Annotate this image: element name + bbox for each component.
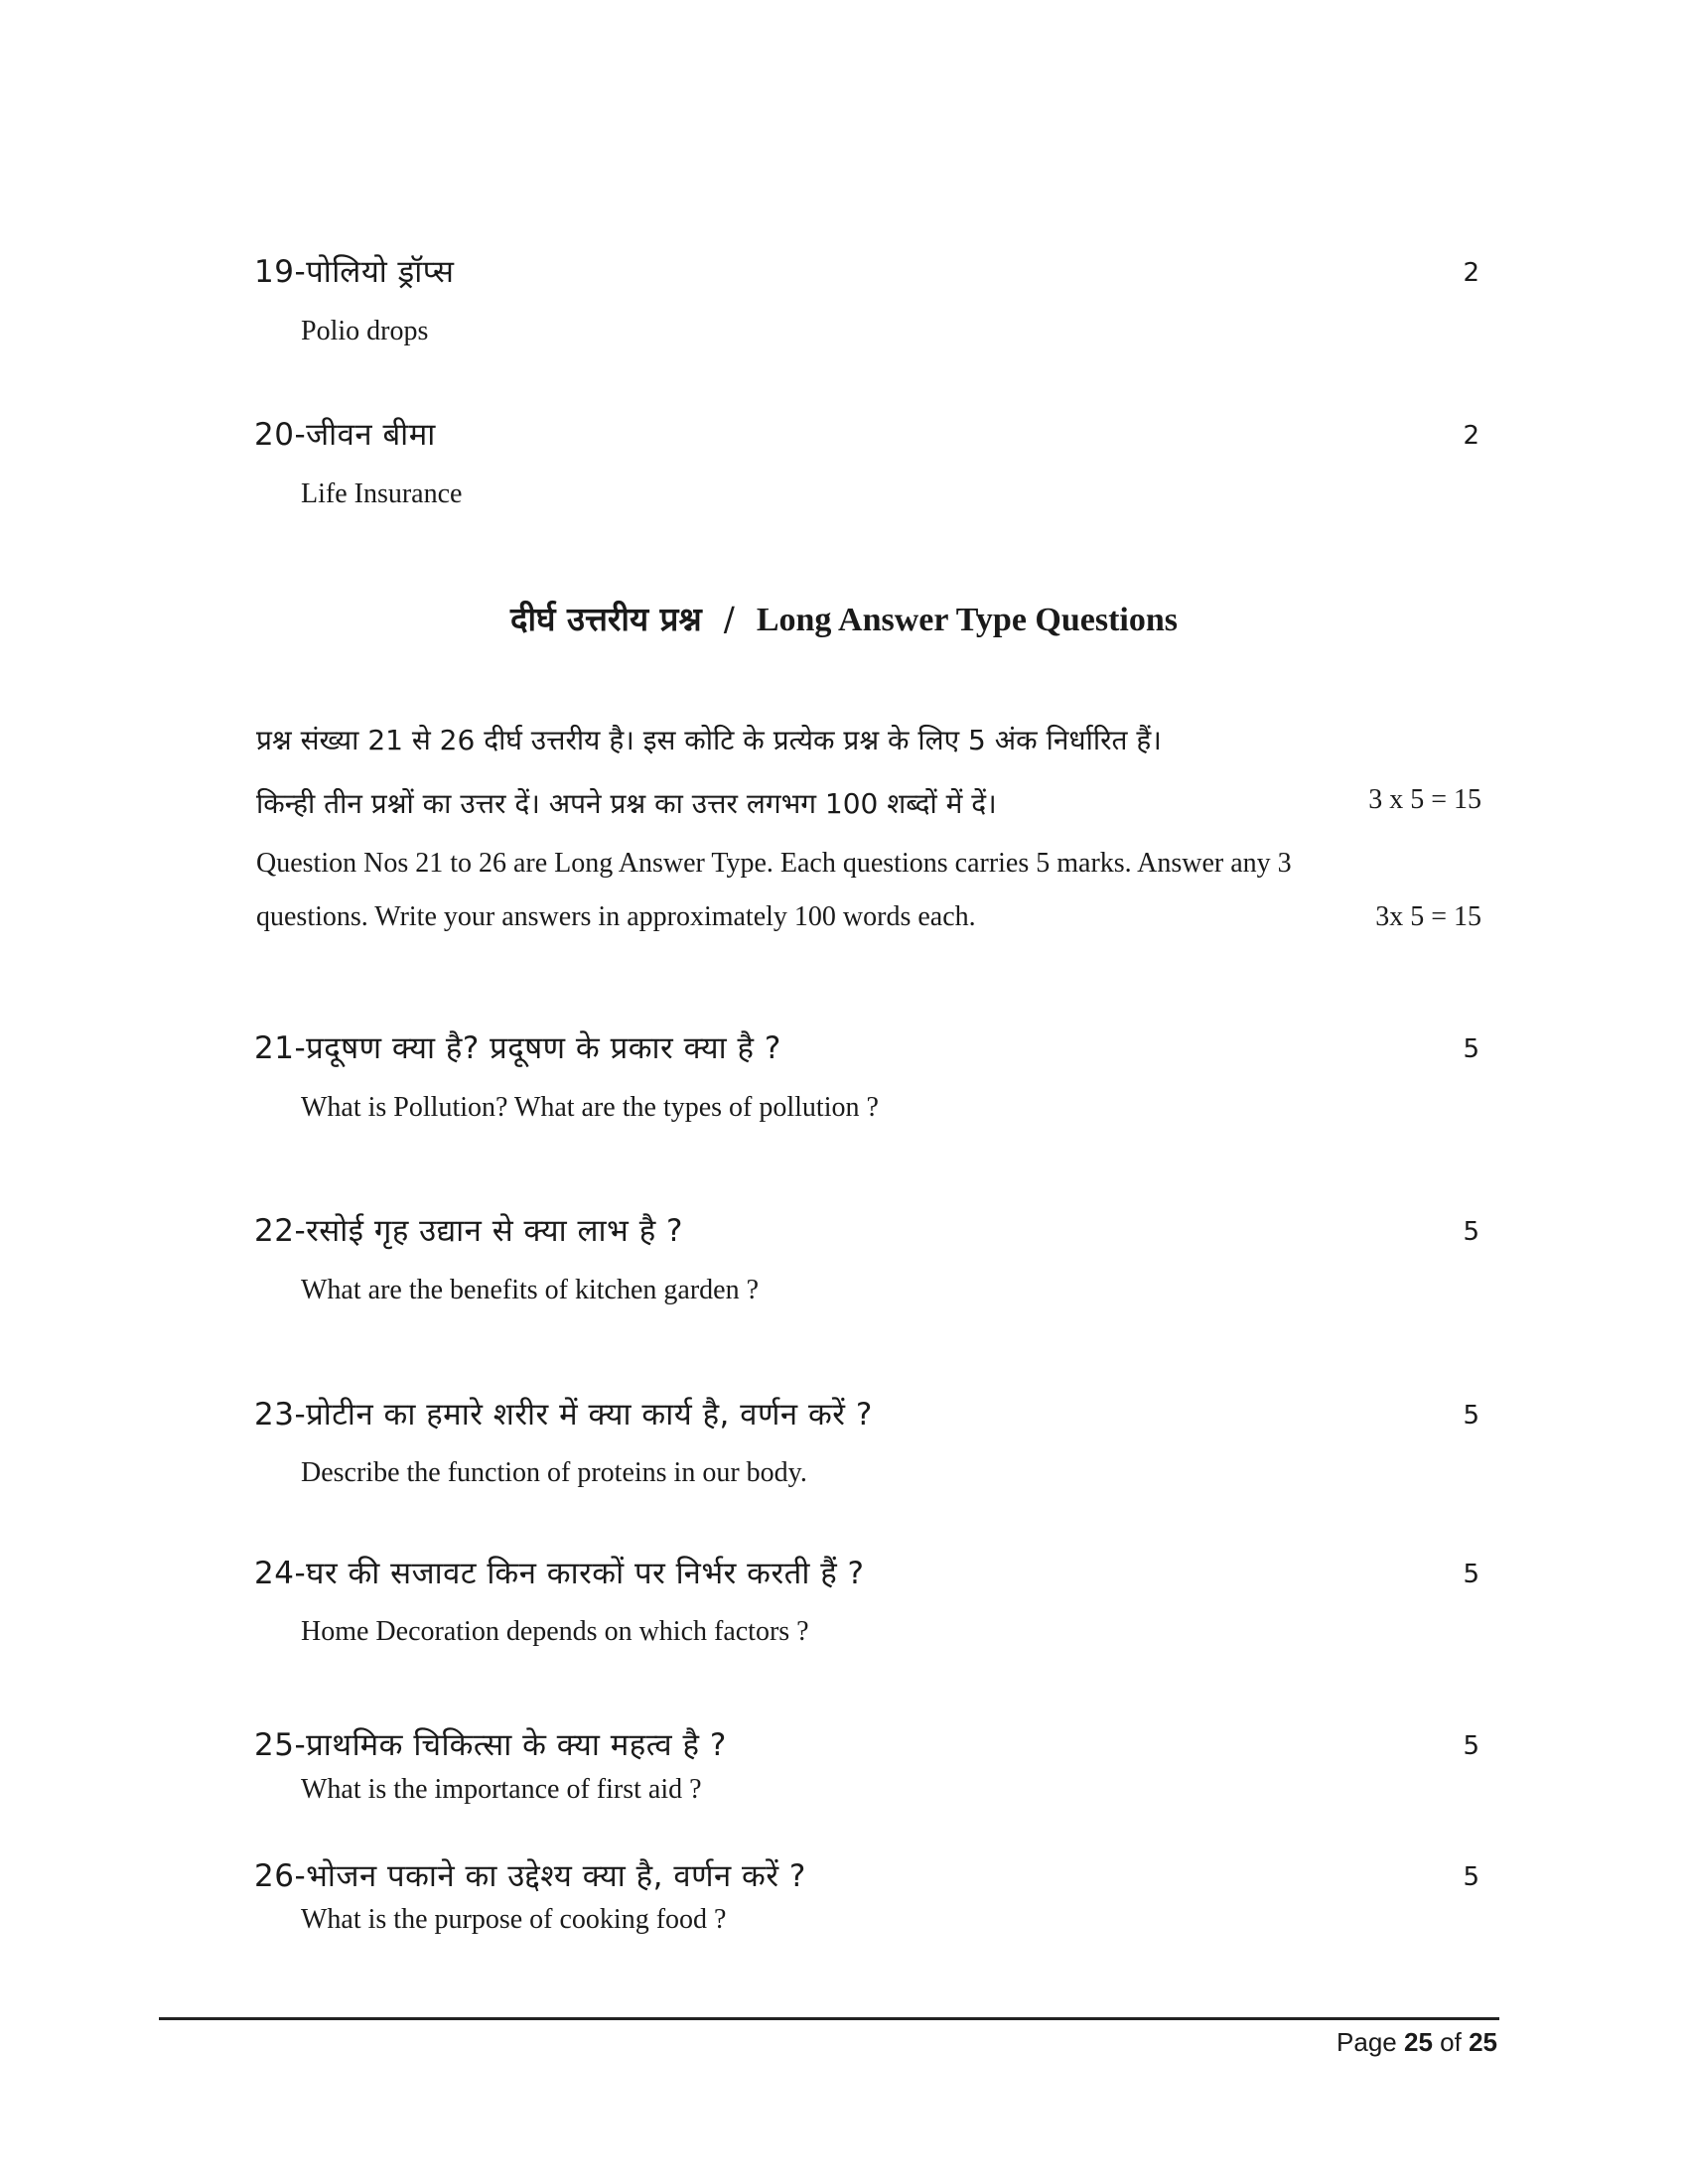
question-23-hindi: 23-प्रोटीन का हमारे शरीर में क्या कार्य है, वर्णन करें ? bbox=[254, 1397, 873, 1433]
question-19-hindi: 19-पोलियो ड्रॉप्स bbox=[254, 254, 455, 290]
question-24-marks: 5 bbox=[1463, 1560, 1479, 1589]
section-heading-separator: / bbox=[723, 600, 735, 638]
question-20-hindi: 20-जीवन बीमा bbox=[254, 417, 436, 453]
question-26-marks: 5 bbox=[1463, 1862, 1479, 1892]
instructions-english-line1: Question Nos 21 to 26 are Long Answer Type. Each questions carries 5 marks. Answer any 3 bbox=[256, 848, 1292, 879]
question-20-marks: 2 bbox=[1463, 421, 1479, 451]
page-number bbox=[1336, 2027, 1497, 2058]
question-24-hindi: 24-घर की सजावट किन कारकों पर निर्भर करती हैं ? bbox=[254, 1556, 865, 1591]
question-22-english: What are the benefits of kitchen garden ? bbox=[301, 1275, 760, 1305]
page-number-total: 25 bbox=[1469, 2027, 1497, 2057]
question-23-english: Describe the function of proteins in our body. bbox=[301, 1457, 807, 1488]
question-21-hindi: 21-प्रदूषण क्या है? प्रदूषण के प्रकार क्या है ? bbox=[254, 1030, 781, 1066]
instructions-hindi-line1: प्रश्न संख्या 21 से 26 दीर्घ उत्तरीय है। इस कोटि के प्रत्येक प्रश्न के लिए 5 अंक निर्धारित हैं। bbox=[256, 724, 1162, 756]
page-number-of: of bbox=[1440, 2027, 1462, 2057]
instructions-english-line2-row bbox=[256, 901, 1481, 933]
question-25-english: What is the importance of first aid ? bbox=[301, 1774, 702, 1805]
page-number-prefix: Page bbox=[1336, 2027, 1397, 2057]
question-25-hindi: 25-प्राथमिक चिकित्सा के क्या महत्व है ? bbox=[254, 1727, 727, 1763]
footer-rule bbox=[159, 2017, 1499, 2020]
page-number-current: 25 bbox=[1404, 2027, 1433, 2057]
question-21-english: What is Pollution? What are the types of pollution ? bbox=[301, 1092, 879, 1123]
instructions-hindi-line2-row bbox=[256, 784, 1481, 822]
question-26-english: What is the purpose of cooking food ? bbox=[301, 1904, 727, 1935]
instructions-hindi-line2: किन्ही तीन प्रश्नों का उत्तर दें। अपने प्रश्न का उत्तर लगभग 100 शब्दों में दें। bbox=[256, 787, 997, 820]
question-26-hindi: 26-भोजन पकाने का उद्देश्य क्या है, वर्णन करें ? bbox=[254, 1858, 806, 1894]
instructions-hindi-marks: 3 x 5 = 15 bbox=[1368, 784, 1481, 815]
question-19-marks: 2 bbox=[1463, 258, 1479, 288]
question-24-english: Home Decoration depends on which factors ? bbox=[301, 1616, 809, 1647]
question-19-english: Polio drops bbox=[301, 316, 429, 346]
instructions-english-line2: questions. Write your answers in approximately 100 words each. bbox=[256, 901, 976, 932]
question-21-marks: 5 bbox=[1463, 1034, 1479, 1064]
question-25-marks: 5 bbox=[1463, 1731, 1479, 1761]
instructions-english-line1-row bbox=[256, 848, 1481, 880]
question-22-marks: 5 bbox=[1463, 1217, 1479, 1247]
question-23-marks: 5 bbox=[1463, 1401, 1479, 1431]
section-heading bbox=[0, 596, 1688, 640]
section-heading-english: Long Answer Type Questions bbox=[756, 602, 1178, 638]
question-20-english: Life Insurance bbox=[301, 478, 463, 509]
instructions-english-marks: 3x 5 = 15 bbox=[1375, 901, 1481, 932]
question-22-hindi: 22-रसोई गृह उद्यान से क्या लाभ है ? bbox=[254, 1213, 683, 1249]
section-heading-hindi: दीर्घ उत्तरीय प्रश्न bbox=[509, 600, 702, 638]
